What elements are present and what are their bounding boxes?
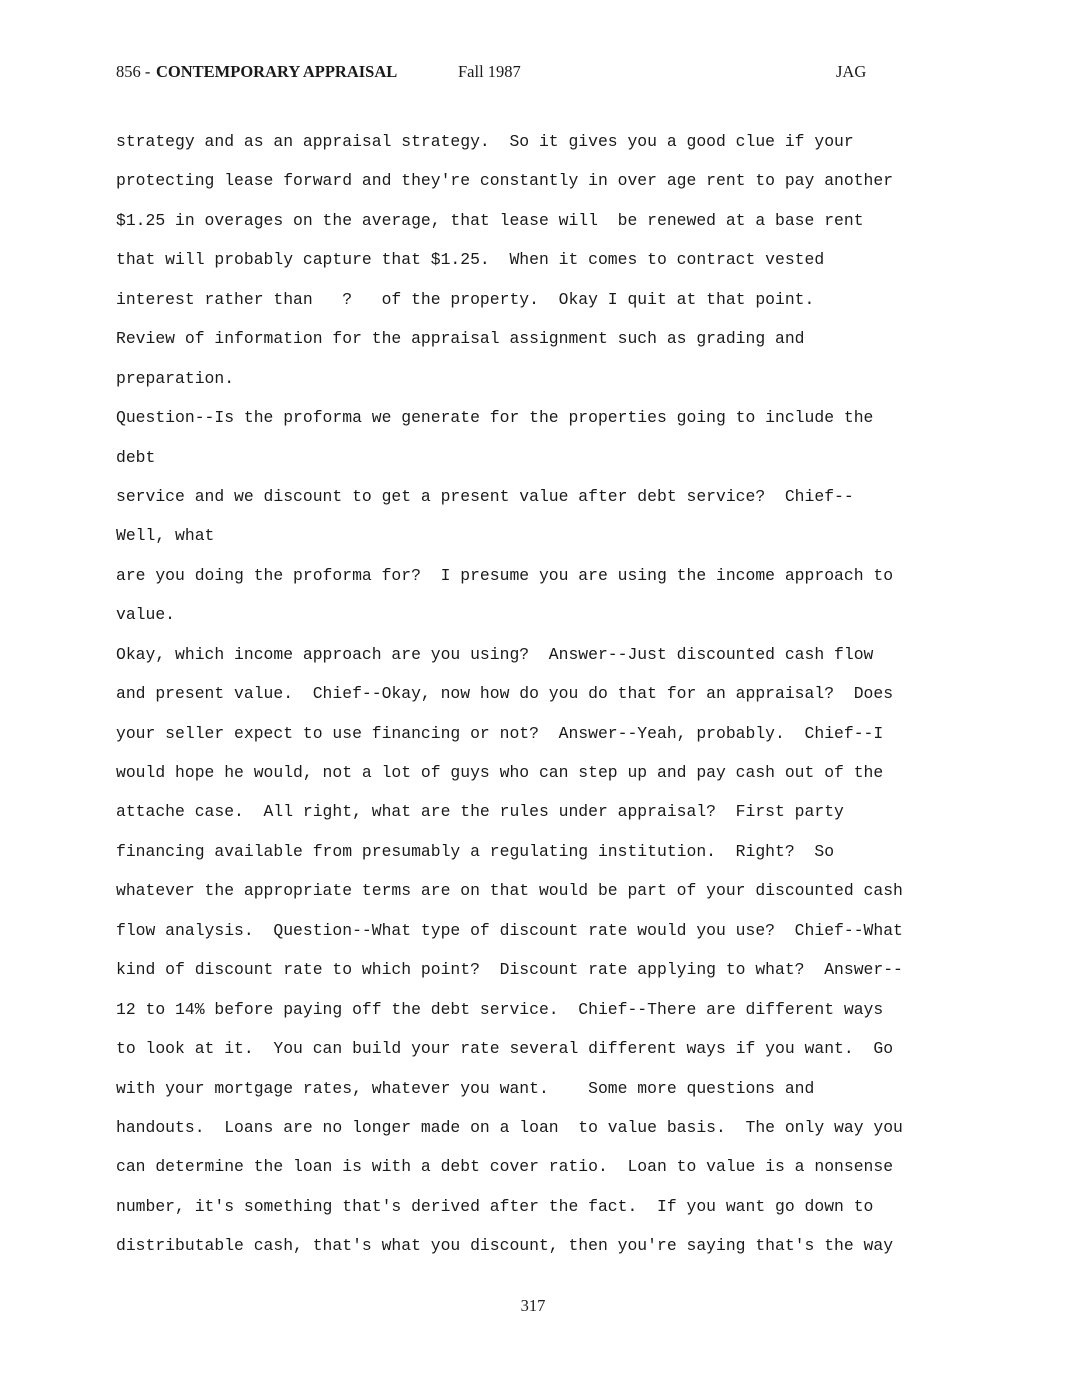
course-title: CONTEMPORARY APPRAISAL	[156, 62, 398, 81]
text-line: Question--Is the proforma we generate for the properties going to include the	[116, 408, 874, 428]
text-line: kind of discount rate to which point? Discount rate applying to what? Answer--	[116, 960, 903, 980]
course-number: 856 -	[116, 62, 155, 81]
text-line: to look at it. You can build your rate several different ways if you want. Go	[116, 1039, 894, 1059]
text-line: handouts. Loans are no longer made on a loan to value basis. The only way you	[116, 1117, 903, 1137]
text-line: are you doing the proforma for? I presume you are using the income approach to	[116, 565, 894, 585]
text-line: can determine the loan is with a debt cover ratio. Loan to value is a nonsense	[116, 1157, 894, 1177]
text-line: $1.25 in overages on the average, that lease will be renewed at a base rent	[116, 210, 864, 230]
text-line: preparation.	[116, 368, 235, 388]
term: Fall 1987	[458, 62, 521, 81]
author-initials: JAG	[836, 62, 867, 81]
text-line: financing available from presumably a regulating institution. Right? So	[116, 841, 835, 861]
transcript-body	[116, 122, 956, 1266]
text-line: and present value. Chief--Okay, now how do you do that for an appraisal? Does	[116, 684, 894, 704]
text-line: flow analysis. Question--What type of discount rate would you use? Chief--What	[116, 920, 903, 940]
text-line: Well, what	[116, 526, 215, 546]
text-line: service and we discount to get a present value after debt service? Chief--	[116, 486, 854, 506]
text-line: strategy and as an appraisal strategy. So it gives you a good clue if your	[116, 132, 854, 151]
text-line: Review of information for the appraisal assignment such as grading and	[116, 329, 805, 349]
text-line: interest rather than ? of the property. Okay I quit at that point.	[116, 289, 815, 309]
page-number: 317	[520, 1296, 546, 1315]
text-line: with your mortgage rates, whatever you want. Some more questions and	[116, 1078, 815, 1098]
text-line: whatever the appropriate terms are on that would be part of your discounted cash	[116, 881, 903, 901]
text-line: would hope he would, not a lot of guys who can step up and pay cash out of the	[116, 763, 884, 782]
text-line: attache case. All right, what are the rules under appraisal? First party	[116, 802, 844, 822]
text-line: protecting lease forward and they're constantly in over age rent to pay another	[116, 171, 894, 191]
text-line: distributable cash, that's what you discount, then you're saying that's the way	[116, 1236, 894, 1256]
text-line: Okay, which income approach are you using? Answer--Just discounted cash flow	[116, 644, 874, 664]
text-line: number, it's something that's derived after the fact. If you want go down to	[116, 1196, 874, 1216]
page-header	[116, 62, 876, 86]
text-line: that will probably capture that $1.25. When it comes to contract vested	[116, 250, 825, 270]
text-line: 12 to 14% before paying off the debt service. Chief--There are different ways	[116, 999, 884, 1019]
text-line: value.	[116, 605, 176, 625]
text-line: debt	[116, 447, 156, 467]
text-line: your seller expect to use financing or not? Answer--Yeah, probably. Chief--I	[116, 723, 884, 743]
